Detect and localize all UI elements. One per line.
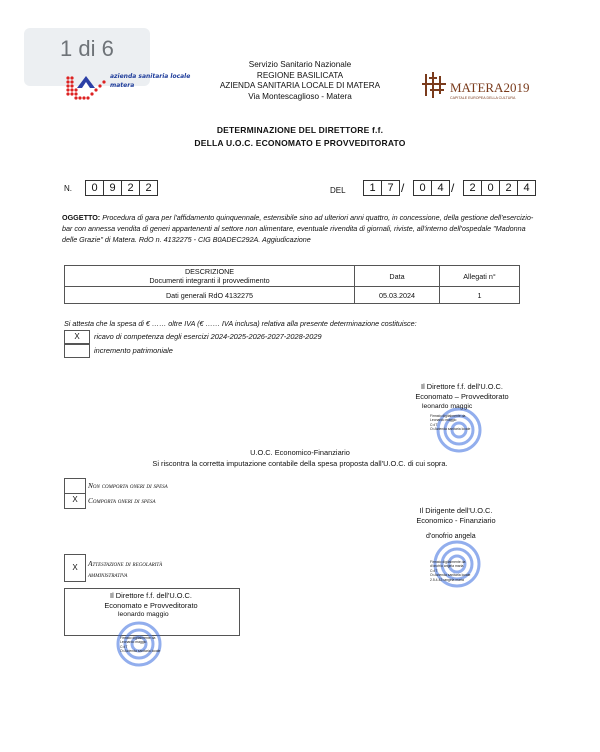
sig2-line1: Il Dirigente dell'U.O.C. — [419, 506, 493, 515]
checkbox-regolarita[interactable]: X — [64, 554, 86, 582]
title-line-1: DETERMINAZIONE DEL DIRETTORE f.f. — [216, 125, 384, 135]
table-header-row — [65, 266, 520, 287]
checkbox-non-comporta-label: Non comporta oneri di spesa — [88, 481, 168, 490]
attesta-text: Si attesta che la spesa di € …… oltre IVA (€ …… IVA inclusa) relativa alla presente determinazione costituisce: — [64, 319, 417, 328]
stamp-line: Firmato digitalmente da — [430, 414, 466, 418]
matera-logo-title: MATERA2019 — [450, 80, 530, 95]
table-cell: 05.03.2024 — [355, 287, 440, 304]
stamp-line: Firmato digitalmente da — [120, 636, 156, 640]
date-digit: 0 — [481, 180, 500, 196]
asl-matera-logo — [64, 70, 108, 104]
header-line-2: REGIONE BASILICATA — [256, 70, 344, 80]
date-label: DEL — [330, 186, 346, 195]
number-label: N. — [64, 184, 72, 193]
matera-2019-logo — [420, 68, 532, 112]
table-row — [65, 287, 520, 304]
sig1-stamp-text — [430, 414, 470, 432]
header-descrizione: DESCRIZIONE — [184, 267, 235, 276]
number-digit: 2 — [139, 180, 158, 196]
signature-block-3 — [64, 591, 238, 611]
signature-block-1 — [392, 382, 532, 402]
sig3-stamp-text — [120, 636, 160, 654]
sig3-name: leonardo maggio — [118, 611, 169, 618]
asl-logo-line1: azienda sanitaria locale — [110, 73, 191, 80]
matera-logo-subtitle: CAPITALE EUROPEA DELLA CULTURA — [450, 96, 516, 100]
document-header — [195, 60, 405, 102]
sig2-line2: Economico - Finanziario — [416, 516, 496, 525]
checkbox-regolarita-label — [88, 558, 162, 580]
table-cell: 1 — [440, 287, 520, 304]
sig1-line2: Economato – Provveditorato — [415, 392, 509, 401]
stamp-line: Leonardo maggio — [120, 640, 147, 645]
attachments-table — [64, 265, 520, 304]
stamp-line: O=Azienda sanitaria locale — [430, 427, 471, 432]
uoc-text: Si riscontra la corretta imputazione contabile della spesa proposta dall'U.O.C. di cui sopra. — [152, 459, 448, 468]
checkbox-comporta-label: Comporta oneri di spesa — [88, 496, 156, 505]
stamp-line: Firmato digitalmente da — [430, 560, 466, 564]
stamp-line: O=Azienda sanitaria locale — [120, 649, 161, 654]
stamp-line: d'onofrio angela maria — [430, 564, 464, 569]
date-digit: 7 — [381, 180, 400, 196]
sig2-name: d'onofrio angela — [426, 533, 476, 540]
regolarita-label-line2: amministrativa — [88, 570, 128, 579]
date-digit: 1 — [363, 180, 382, 196]
date-digit: 4 — [517, 180, 536, 196]
checkbox-incremento[interactable] — [64, 344, 90, 358]
title-line-2: DELLA U.O.C. ECONOMATO E PROVVEDITORATO — [194, 138, 406, 148]
sig1-line1: Il Direttore f.f. dell'U.O.C. — [421, 382, 503, 391]
checkbox-incremento-label: incremento patrimoniale — [94, 346, 173, 355]
date-day-boxes — [364, 180, 400, 196]
date-separator: / — [451, 181, 455, 195]
regolarita-label-line1: Attestazione di regolarità — [88, 559, 163, 568]
signature-block-2 — [396, 506, 516, 526]
stamp-line: O=Azienda sanitaria locale — [430, 573, 471, 578]
date-year-boxes — [464, 180, 536, 196]
page-counter-text: 1 di 6 — [60, 36, 114, 61]
number-digit: 9 — [103, 180, 122, 196]
uoc-title: U.O.C. Economico-Finanziario — [250, 448, 350, 457]
date-month-boxes — [414, 180, 450, 196]
date-digit: 2 — [463, 180, 482, 196]
checkbox-comporta[interactable]: X — [64, 493, 86, 509]
matera-mark-icon — [420, 70, 450, 100]
header-subtitle: Documenti integranti il provvedimento — [149, 276, 270, 285]
document-title — [100, 124, 500, 150]
oggetto-text: Procedura di gara per l'affidamento quinquennale, estensibile sino ad ulteriori anni quattro, in concessione, della gestione dell'esercizio-bar con annessa vendita di generi appartenenti al settore non alimentare, eventuale rivendita di giornali, riviste, all'interno dell'ospedale "Madonna delle Grazie" di Matera. RdO n. 4132275 - CIG B0ADEC292A. Aggiudicazione — [62, 213, 534, 245]
stamp-line: C=IT — [120, 644, 128, 649]
sig2-stamp-text — [430, 560, 470, 582]
table-header-cell — [65, 266, 355, 287]
checkbox-ricavo-label: ricavo di competenza degli esercizi 2024-2025-2026-2027-2028-2029 — [94, 332, 322, 341]
date-digit: 0 — [413, 180, 432, 196]
table-cell: Dati generali RdO 4132275 — [65, 287, 355, 304]
table-header-cell: Allegati n° — [440, 266, 520, 287]
number-digit: 0 — [85, 180, 104, 196]
date-digit: 2 — [499, 180, 518, 196]
stamp-line: C=IT — [430, 422, 438, 427]
header-line-3: AZIENDA SANITARIA LOCALE DI MATERA — [219, 81, 381, 90]
stamp-line: C=IT — [430, 568, 438, 573]
date-digit: 4 — [431, 180, 450, 196]
oggetto-paragraph — [62, 212, 540, 246]
sig1-name: leonardo maggic — [422, 403, 473, 410]
oggetto-label: OGGETTO: — [62, 213, 101, 222]
number-boxes — [86, 180, 158, 196]
stamp-line: 2.5.4.42=angela maria — [430, 577, 464, 582]
sig3-line2: Economato e Provveditorato — [104, 601, 198, 610]
number-digit: 2 — [121, 180, 140, 196]
asl-logo-text — [110, 72, 190, 90]
header-line-4: Via Montescaglioso - Matera — [248, 91, 352, 101]
table-header-cell: Data — [355, 266, 440, 287]
checkbox-non-comporta[interactable] — [64, 478, 86, 494]
checkbox-ricavo[interactable]: X — [64, 330, 90, 344]
stamp-line: Leonardo maggio — [430, 418, 457, 423]
asl-logo-line2: matera — [110, 82, 135, 89]
sig3-line1: Il Direttore f.f. dell'U.O.C. — [110, 591, 192, 600]
date-separator: / — [401, 181, 405, 195]
header-line-1: Servizio Sanitario Nazionale — [248, 60, 352, 69]
